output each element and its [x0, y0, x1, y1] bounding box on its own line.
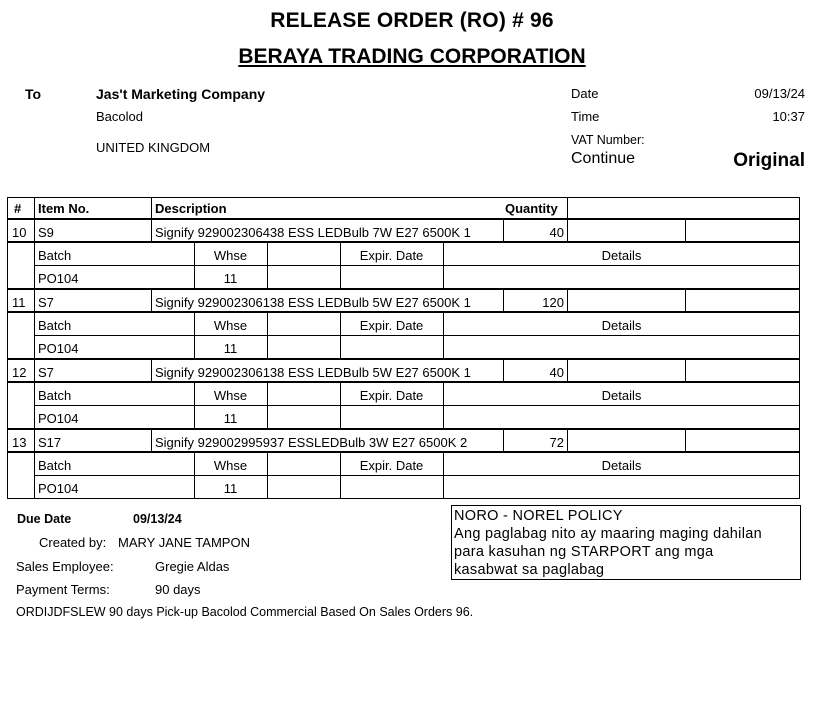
- whse-header: Whse: [213, 458, 248, 473]
- details-header: Details: [601, 318, 642, 333]
- policy-box: [451, 505, 801, 580]
- whse-header: Whse: [213, 318, 248, 333]
- customer-country: UNITED KINGDOM: [96, 140, 211, 155]
- grid-divider: [151, 219, 152, 242]
- grid-divider: [151, 359, 152, 382]
- details-header: Details: [601, 458, 642, 473]
- grid-divider: [34, 219, 35, 242]
- due-date-value: 09/13/24: [133, 512, 182, 526]
- row-batch: PO104: [38, 271, 79, 286]
- row-quantity: 40: [549, 225, 564, 240]
- row-item-no: S7: [38, 365, 54, 380]
- grid-divider: [151, 429, 152, 452]
- customer-city: Bacolod: [96, 109, 143, 124]
- to-label: To: [25, 86, 42, 102]
- expir-date-header: Expir. Date: [359, 318, 424, 333]
- due-date-label: Due Date: [17, 512, 72, 526]
- row-description: Signify 929002995937 ESSLEDBulb 3W E27 6500K 2: [155, 435, 468, 450]
- row-description: Signify 929002306438 ESS LEDBulb 7W E27 6500K 1: [155, 225, 471, 240]
- row-num: 11: [12, 295, 26, 310]
- row-num: 12: [12, 365, 27, 380]
- continue-label: Continue: [571, 150, 636, 167]
- grid-divider: [267, 312, 268, 359]
- row-whse: 11: [223, 341, 238, 356]
- copy-type-label: Original: [733, 150, 805, 171]
- expir-date-header: Expir. Date: [359, 388, 424, 403]
- grid-divider: [267, 242, 268, 289]
- row-whse: 11: [223, 271, 238, 286]
- grid-divider: [685, 429, 686, 452]
- created-by-value: MARY JANE TAMPON: [118, 535, 250, 550]
- date-value: 09/13/24: [754, 86, 805, 101]
- grid-divider: [34, 475, 800, 476]
- header-num: #: [14, 201, 22, 216]
- expir-date-header: Expir. Date: [359, 458, 424, 473]
- document-title: RELEASE ORDER (RO) # 96: [270, 9, 554, 32]
- header-item-no: Item No.: [38, 201, 90, 216]
- grid-divider: [34, 265, 800, 266]
- grid-divider: [151, 289, 152, 312]
- grid-divider: [267, 382, 268, 429]
- policy-title: NORO - NOREL POLICY: [454, 508, 623, 524]
- grid-divider: [685, 289, 686, 312]
- grid-divider: [503, 359, 504, 382]
- row-batch: PO104: [38, 411, 79, 426]
- company-name: BERAYA TRADING CORPORATION: [238, 45, 586, 68]
- grid-divider: [567, 219, 568, 242]
- sales-employee-value: Gregie Aldas: [155, 559, 230, 574]
- grid-divider: [567, 289, 568, 312]
- grid-divider: [34, 359, 35, 382]
- grid-divider: [267, 452, 268, 499]
- remarks: ORDIJDFSLEW 90 days Pick-up Bacolod Commercial Based On Sales Orders 96.: [16, 605, 474, 619]
- payment-terms-value: 90 days: [155, 582, 201, 597]
- grid-divider: [567, 429, 568, 452]
- payment-terms-label: Payment Terms:: [16, 582, 110, 597]
- expir-date-header: Expir. Date: [359, 248, 424, 263]
- batch-header: Batch: [38, 458, 72, 473]
- grid-divider: [34, 242, 35, 289]
- whse-header: Whse: [213, 388, 248, 403]
- row-quantity: 40: [549, 365, 564, 380]
- row-num: 10: [12, 225, 27, 240]
- batch-header: Batch: [38, 318, 72, 333]
- grid-divider: [567, 197, 568, 219]
- time-value: 10:37: [772, 109, 805, 124]
- grid-divider: [34, 429, 35, 452]
- row-batch: PO104: [38, 481, 79, 496]
- time-label: Time: [571, 109, 600, 124]
- policy-line: kasabwat sa paglabag: [454, 562, 605, 578]
- grid-divider: [34, 312, 35, 359]
- row-item-no: S7: [38, 295, 54, 310]
- grid-divider: [503, 219, 504, 242]
- row-item-no: S9: [38, 225, 54, 240]
- sales-employee-label: Sales Employee:: [16, 559, 114, 574]
- whse-header: Whse: [213, 248, 248, 263]
- header-description: Description: [155, 201, 227, 216]
- row-whse: 11: [223, 481, 238, 496]
- vat-label: VAT Number:: [571, 133, 645, 147]
- grid-divider: [34, 452, 35, 499]
- grid-divider: [34, 197, 35, 219]
- details-header: Details: [601, 388, 642, 403]
- batch-header: Batch: [38, 388, 72, 403]
- customer-name: Jas't Marketing Company: [96, 86, 266, 102]
- grid-divider: [685, 219, 686, 242]
- grid-divider: [34, 405, 800, 406]
- policy-line: Ang paglabag nito ay maaring maging dahilan: [454, 526, 762, 542]
- header-quantity: Quantity: [505, 201, 558, 216]
- created-by-label: Created by:: [39, 535, 107, 550]
- grid-divider: [34, 382, 35, 429]
- grid-divider: [151, 197, 152, 219]
- row-item-no: S17: [38, 435, 62, 450]
- date-label: Date: [571, 86, 599, 101]
- grid-divider: [34, 335, 800, 336]
- row-batch: PO104: [38, 341, 79, 356]
- batch-header: Batch: [38, 248, 72, 263]
- row-quantity: 72: [549, 435, 564, 450]
- row-description: Signify 929002306138 ESS LEDBulb 5W E27 6500K 1: [155, 295, 471, 310]
- row-description: Signify 929002306138 ESS LEDBulb 5W E27 6500K 1: [155, 365, 471, 380]
- row-whse: 11: [223, 411, 238, 426]
- row-num: 13: [12, 435, 27, 450]
- grid-divider: [685, 359, 686, 382]
- row-quantity: 120: [542, 295, 564, 310]
- grid-divider: [34, 289, 35, 312]
- grid-divider: [503, 289, 504, 312]
- grid-divider: [567, 359, 568, 382]
- policy-line: para kasuhan ng STARPORT ang mga: [454, 544, 714, 560]
- details-header: Details: [601, 248, 642, 263]
- grid-divider: [503, 429, 504, 452]
